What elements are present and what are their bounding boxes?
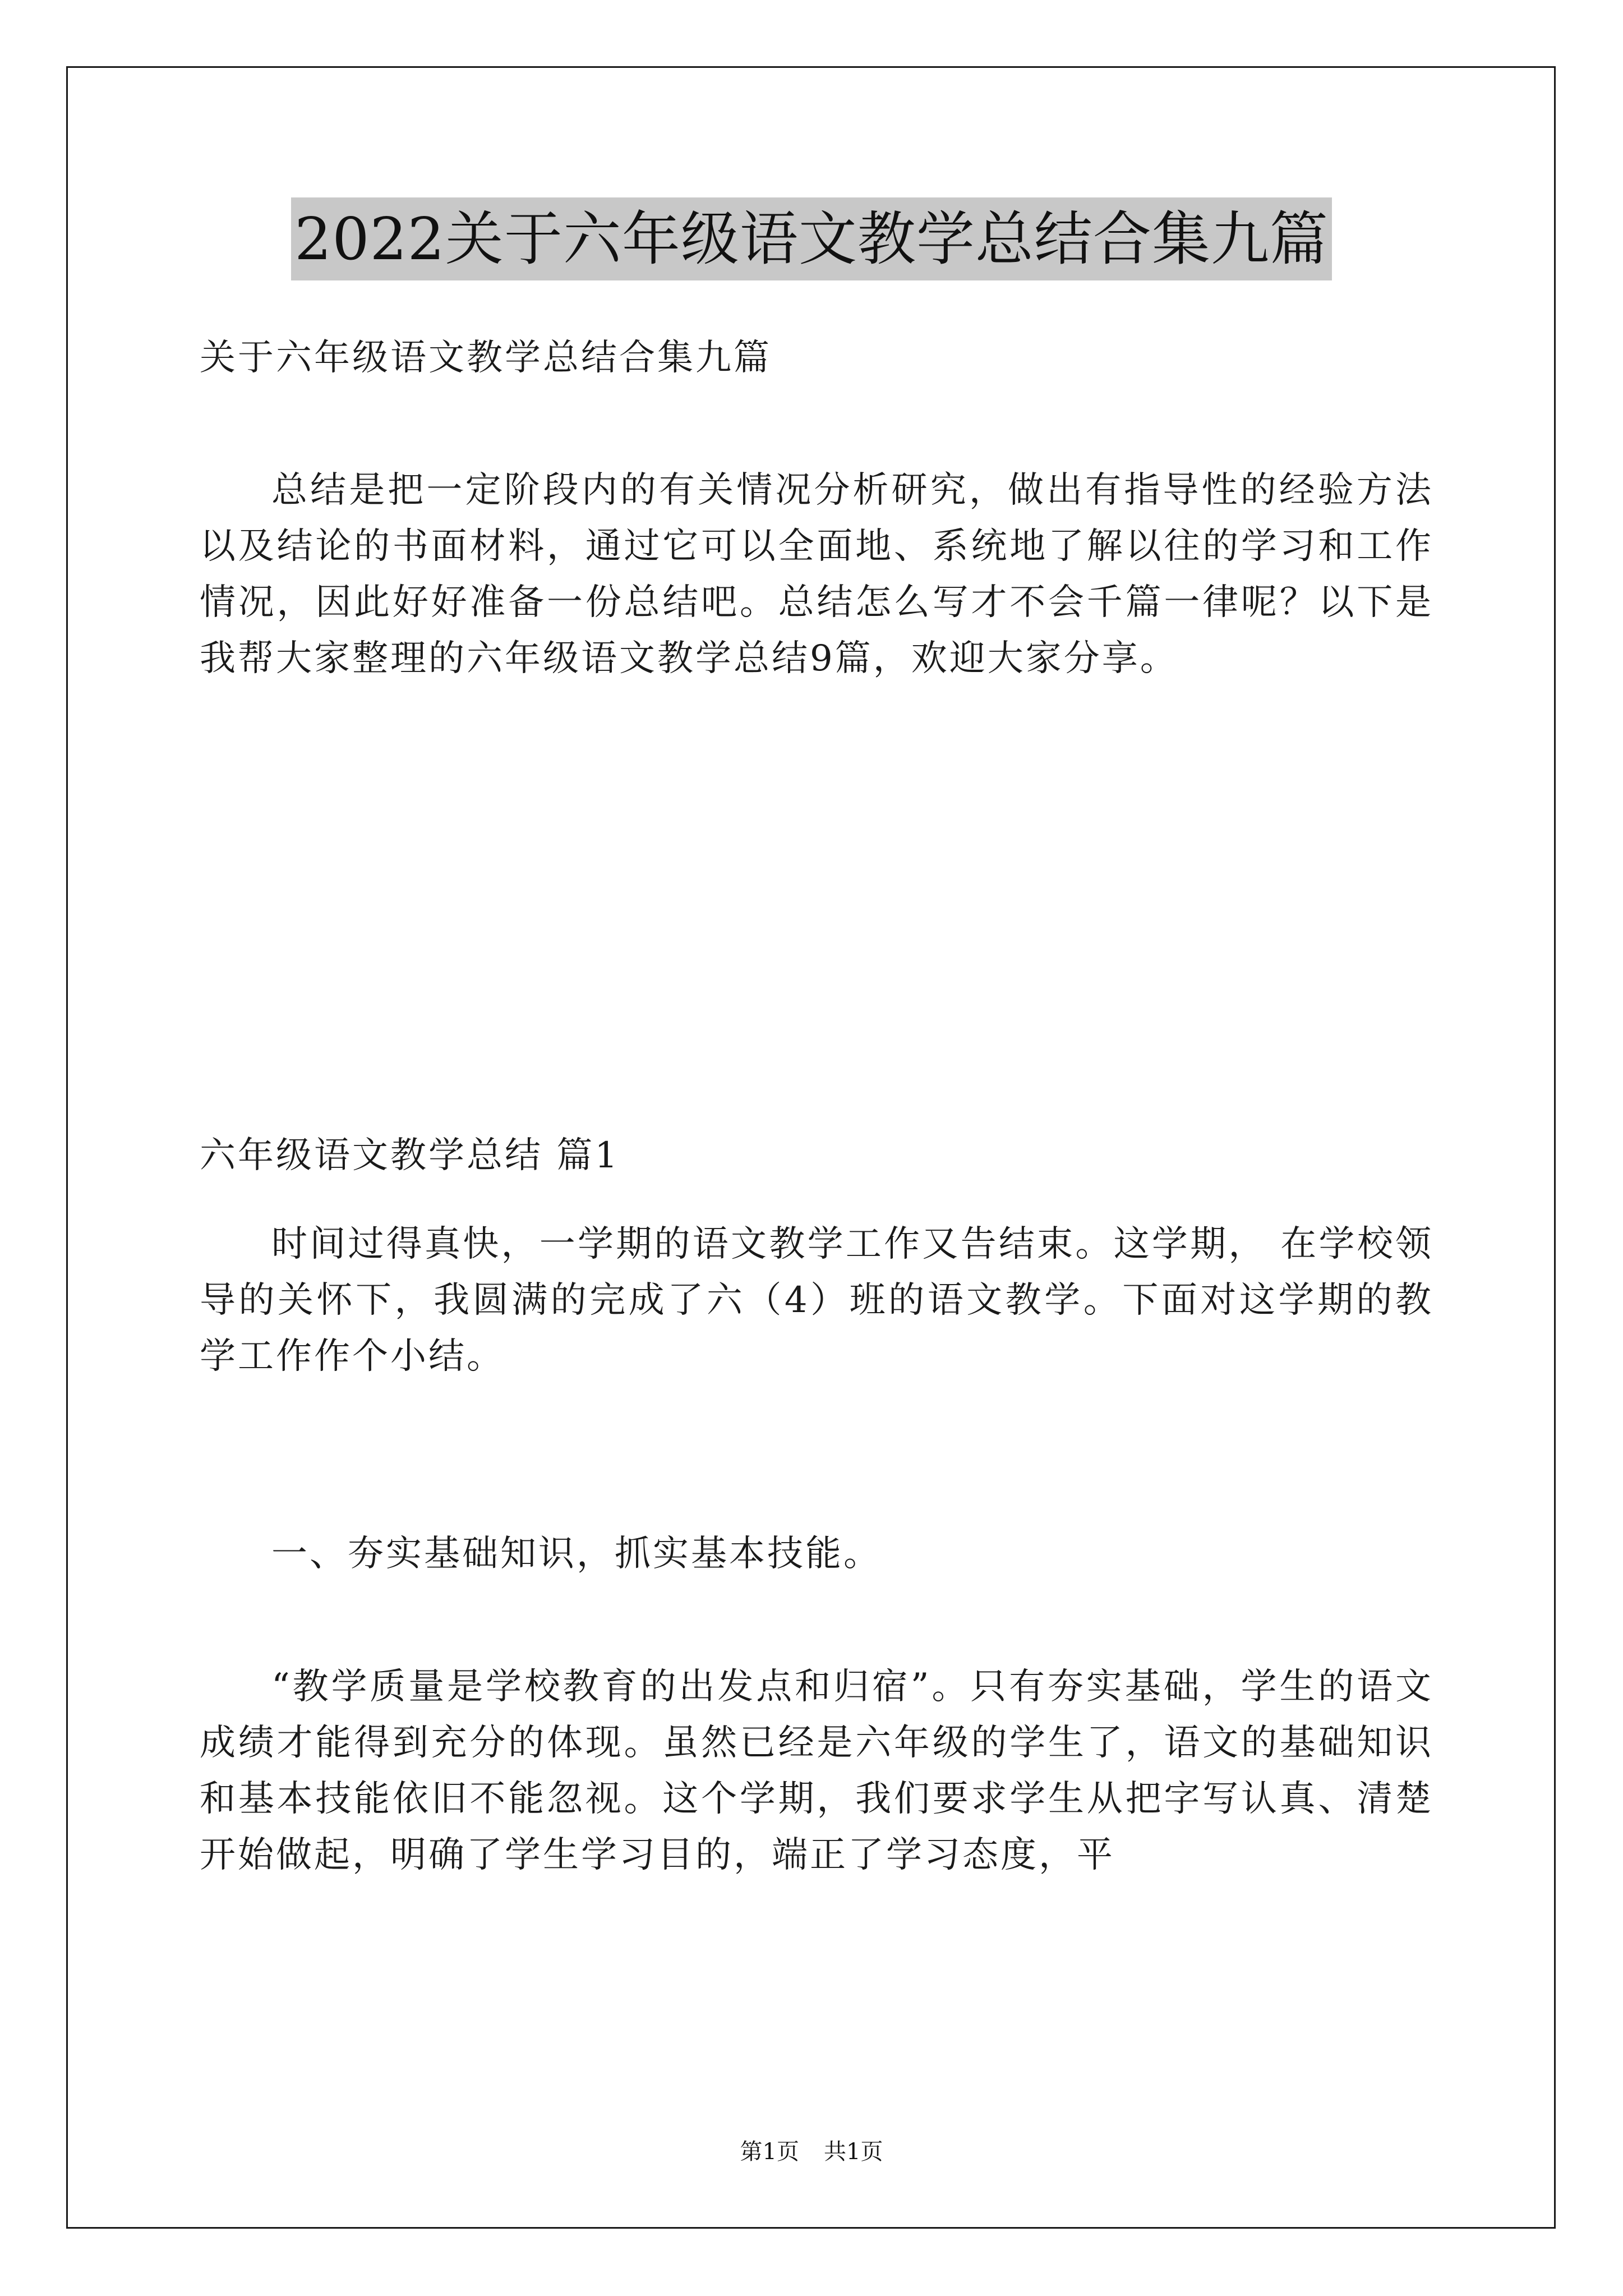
page-number: 第1页 — [740, 2139, 799, 2165]
document-subtitle: 关于六年级语文教学总结合集九篇 — [200, 337, 772, 379]
page-footer — [0, 2135, 1623, 2169]
document-title: 2022关于六年级语文教学总结合集九篇 — [291, 197, 1332, 280]
section-paragraph: 时间过得真快，一学期的语文教学工作又告结束。这学期， 在学校领导的关怀下，我圆满的完成了六（4）班的语文教学。下面对这学期的教学工作作个小结。 — [200, 1223, 1433, 1377]
intro-paragraph: 总结是把一定阶段内的有关情况分析研究，做出有指导性的经验方法以及结论的书面材料，通过它可以全面地、系统地了解以往的学习和工作情况，因此好好准备一份总结吧。总结怎么写才不会千篇一律呢？以下是我帮大家整理的六年级语文教学总结9篇，欢迎大家分享。 — [200, 470, 1433, 679]
section-paragraph: “教学质量是学校教育的出发点和归宿”。只有夯实基础，学生的语文成绩才能得到充分的体现。虽然已经是六年级的学生了，语文的基础知识和基本技能依旧不能忽视。这个学期，我们要求学生从把字写认真、清楚开始做起，明确了学生学习目的，端正了学习态度，平 — [200, 1666, 1433, 1876]
page-total: 共1页 — [824, 2139, 883, 2165]
section-subheading: 一、夯实基础知识，抓实基本技能。 — [271, 1533, 882, 1575]
title-container — [0, 197, 1623, 280]
section-heading: 六年级语文教学总结 篇1 — [200, 1135, 620, 1176]
